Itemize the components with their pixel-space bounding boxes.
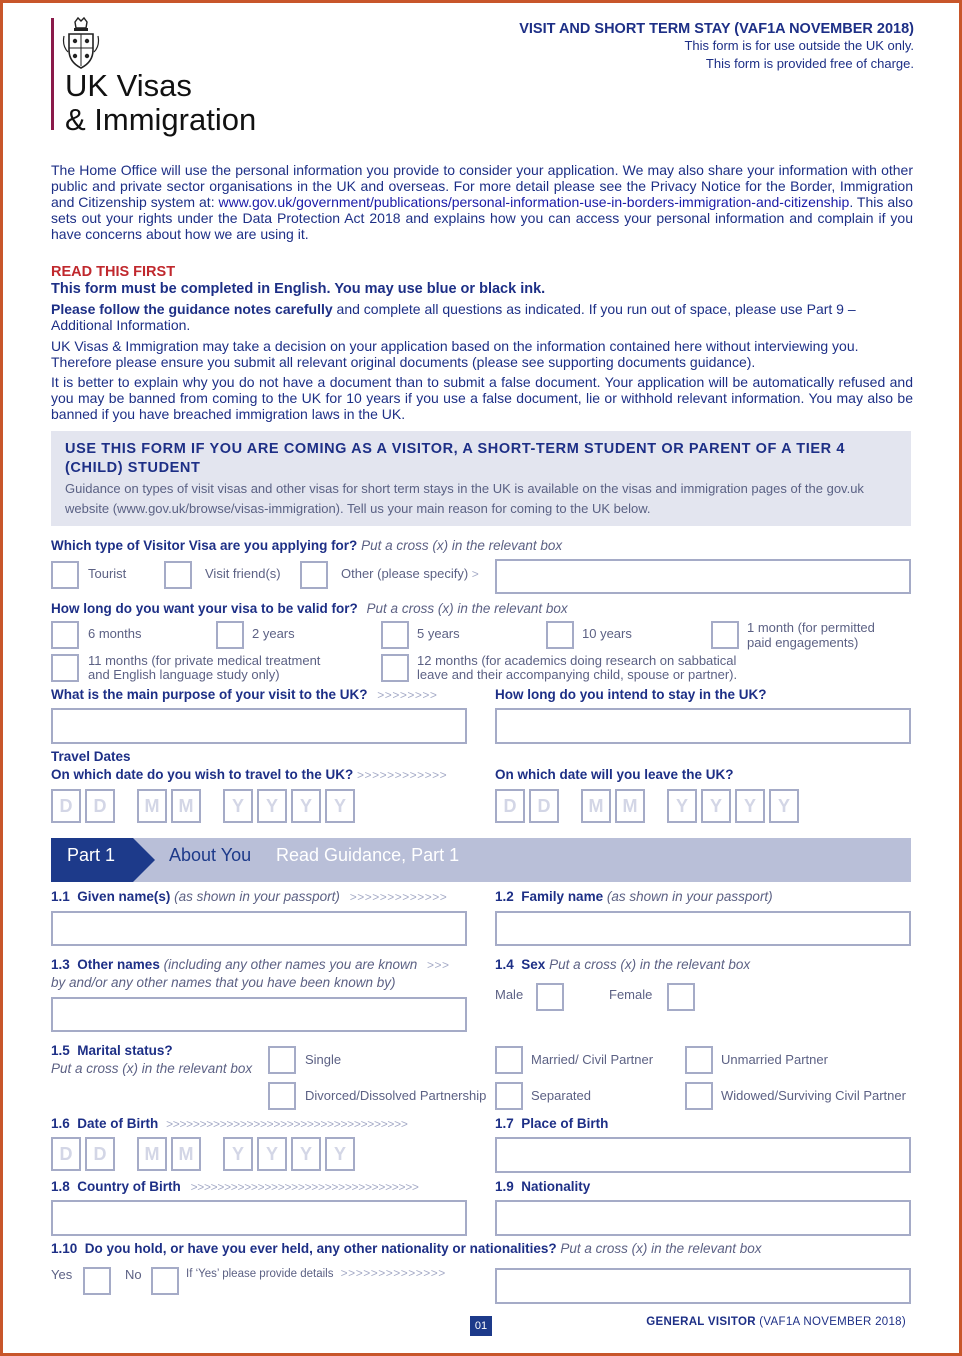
q1-10-hint: Put a cross (x) in the relevant box <box>560 1241 762 1256</box>
visa-type-hint: Put a cross (x) in the relevant box <box>361 538 563 553</box>
notice-box <box>51 431 911 526</box>
travel-date-question <box>51 767 447 782</box>
place-of-birth-field[interactable] <box>495 1137 911 1173</box>
q1-8-label <box>51 1179 419 1194</box>
checkbox-separated[interactable] <box>495 1082 523 1110</box>
checkbox-11-months[interactable] <box>51 654 79 682</box>
checkbox-5-years[interactable] <box>381 621 409 649</box>
other-nationality-details-field[interactable] <box>495 1268 911 1304</box>
dob-month-2[interactable]: M <box>171 1137 201 1171</box>
q1-10-num: 1.10 <box>51 1241 78 1256</box>
travel-year-2[interactable]: Y <box>257 789 287 823</box>
checkbox-yes[interactable] <box>83 1267 111 1295</box>
dob-day-1[interactable]: D <box>51 1137 81 1171</box>
read-first-heading: READ THIS FIRST <box>51 264 176 280</box>
form-title: VISIT AND SHORT TERM STAY (VAF1A NOVEMBER 2018) <box>519 21 914 37</box>
leave-year-3[interactable]: Y <box>735 789 765 823</box>
dob-year-3[interactable]: Y <box>291 1137 321 1171</box>
given-names-field[interactable] <box>51 911 467 946</box>
privacy-link[interactable]: www.gov.uk/government/publications/personal-information-use-in-borders-immigration-and-citizenship <box>218 194 850 210</box>
stay-question: How long do you intend to stay in the UK? <box>495 687 767 702</box>
leave-day-1[interactable]: D <box>495 789 525 823</box>
guidance-rest: and complete all questions as indicated. If you run out of space, please use Part 9 – Additional Information. <box>51 301 856 333</box>
guidance-emphasis: Please follow the guidance notes carefully <box>51 301 333 317</box>
purpose-field[interactable] <box>51 708 467 744</box>
label-divorced: Divorced/Dissolved Partnership <box>305 1088 487 1103</box>
label-no: No <box>125 1267 142 1282</box>
q1-1-arrows: >>>>>>>>>>>>> <box>349 890 448 904</box>
q1-5-label <box>51 1043 173 1058</box>
footer-ref <box>646 1316 906 1328</box>
travel-day-2[interactable]: D <box>85 789 115 823</box>
label-1-month-b: paid engagements) <box>747 635 859 650</box>
validity-hint: Put a cross (x) in the relevant box <box>366 601 568 616</box>
leave-year-1[interactable]: Y <box>667 789 697 823</box>
label-female: Female <box>609 987 653 1002</box>
dob-year-1[interactable]: Y <box>223 1137 253 1171</box>
details-text: If ‘Yes’ please provide details <box>186 1268 334 1280</box>
label-single: Single <box>305 1052 342 1067</box>
form-subtitle-1: This form is for use outside the UK only. <box>684 38 914 53</box>
label-10-years: 10 years <box>582 626 632 641</box>
label-widowed: Widowed/Surviving Civil Partner <box>721 1088 906 1103</box>
q1-9-label <box>495 1179 590 1194</box>
travel-year-3[interactable]: Y <box>291 789 321 823</box>
label-male: Male <box>495 987 524 1002</box>
read-first-line2 <box>51 301 913 333</box>
q1-1-label <box>51 889 447 904</box>
label-11-months-a: 11 months (for private medical treatment <box>88 653 321 668</box>
q1-2-label <box>495 889 773 904</box>
checkbox-10-years[interactable] <box>546 621 574 649</box>
travel-date-arrows: >>>>>>>>>>>> <box>357 768 448 782</box>
privacy-text-a: The Home Office will use the personal information you provide to consider your application. We may also share your information with other public and private sector organisations in the UK and overseas. For more detail please see the Privacy Notice for the Border, Immigration and Citizenship system at: <box>51 162 913 210</box>
label-5-years: 5 years <box>417 626 460 641</box>
stay-duration-field[interactable] <box>495 708 911 744</box>
q1-1-text: Given name(s) <box>77 889 171 904</box>
read-first-para4: It is better to explain why you do not have a document than to submit a false document. Your application will be automatically refused and you may be banned from coming to the UK for 10 years if you use a false document, lie or withhold relevant information. You may also be banned if you have breached immigration laws in the UK. <box>51 374 913 422</box>
label-6-months: 6 months <box>88 626 142 641</box>
q1-5-text: Marital status? <box>77 1043 173 1058</box>
leave-year-2[interactable]: Y <box>701 789 731 823</box>
form-subtitle-2: This form is provided free of charge. <box>705 56 914 71</box>
checkbox-single[interactable] <box>268 1046 296 1074</box>
q1-5-num: 1.5 <box>51 1043 70 1058</box>
family-name-field[interactable] <box>495 911 911 946</box>
q1-10-label <box>51 1241 761 1256</box>
purpose-label: What is the main purpose of your visit to the UK? <box>51 687 368 702</box>
label-separated: Separated <box>531 1088 591 1103</box>
q1-8-text: Country of Birth <box>77 1179 181 1194</box>
dob-day-2[interactable]: D <box>85 1137 115 1171</box>
travel-month-2[interactable]: M <box>171 789 201 823</box>
org-name-line2: & Immigration <box>65 102 257 137</box>
validity-label: How long do you want your visa to be valid for? <box>51 601 358 616</box>
checkbox-tourist[interactable] <box>51 561 79 589</box>
footer-ref-rest: (VAF1A NOVEMBER 2018) <box>755 1316 906 1328</box>
part1-title: About You <box>169 845 252 865</box>
travel-date-label: On which date do you wish to travel to the UK? <box>51 767 354 782</box>
q1-4-hint: Put a cross (x) in the relevant box <box>549 957 751 972</box>
q1-4-text: Sex <box>521 957 546 972</box>
nationality-field[interactable] <box>495 1200 911 1236</box>
validity-question <box>51 601 568 616</box>
privacy-text-b: . This also sets out your rights under the Data Protection Act 2018 and explains how you can access your personal information and complain if you have concerns about how we are using it. <box>51 194 914 242</box>
q1-3-text: Other names <box>77 957 160 972</box>
checkbox-divorced[interactable] <box>268 1082 296 1110</box>
checkbox-other[interactable] <box>300 561 328 589</box>
other-names-field[interactable] <box>51 997 467 1032</box>
q1-7-text: Place of Birth <box>521 1116 609 1131</box>
q1-7-label <box>495 1116 608 1131</box>
details-arrows: >>>>>>>>>>>>>> <box>340 1266 446 1280</box>
q1-9-text: Nationality <box>521 1179 591 1194</box>
q1-7-num: 1.7 <box>495 1116 514 1131</box>
checkbox-2-years[interactable] <box>216 621 244 649</box>
checkbox-female[interactable] <box>667 983 695 1011</box>
visa-type-label: Which type of Visitor Visa are you applying for? <box>51 538 358 553</box>
label-visit-friends: Visit friend(s) <box>205 566 281 581</box>
notice-body: Guidance on types of visit visas and other visas for short term stays in the UK is available on the visas and immigration pages of the gov.uk website (www.gov.uk/browse/visas-immigration). Tell us your main reason for coming to the UK below. <box>65 481 864 516</box>
q1-4-num: 1.4 <box>495 957 514 972</box>
q1-3-num: 1.3 <box>51 957 70 972</box>
q1-6-arrows: >>>>>>>>>>>>>>>>>>>>>>>>>>>>>>>>>>>> <box>166 1117 408 1131</box>
checkbox-unmarried[interactable] <box>685 1046 713 1074</box>
details-prompt <box>186 1266 446 1280</box>
purpose-question <box>51 687 437 702</box>
privacy-notice <box>51 162 913 242</box>
label-12-months-b: leave and their accompanying child, spouse or partner). <box>417 667 738 682</box>
royal-crest-icon <box>62 16 100 70</box>
label-married: Married/ Civil Partner <box>531 1052 654 1067</box>
checkbox-widowed[interactable] <box>685 1082 713 1110</box>
leave-day-2[interactable]: D <box>529 789 559 823</box>
q1-2-text: Family name <box>521 889 604 904</box>
checkbox-1-month[interactable] <box>711 621 739 649</box>
dob-year-4[interactable]: Y <box>325 1137 355 1171</box>
page-number: 01 <box>470 1316 492 1336</box>
dob-year-2[interactable]: Y <box>257 1137 287 1171</box>
footer-ref-bold: GENERAL VISITOR <box>646 1316 756 1328</box>
q1-3-arrows: >>> <box>427 958 450 972</box>
notice-title: USE THIS FORM IF YOU ARE COMING AS A VISITOR, A SHORT-TERM STUDENT OR PARENT OF A TIER 4 (CHILD) STUDENT <box>65 441 845 476</box>
label-tourist: Tourist <box>88 566 127 581</box>
checkbox-visit-friends[interactable] <box>164 561 192 589</box>
checkbox-6-months[interactable] <box>51 621 79 649</box>
dob-month-1[interactable]: M <box>137 1137 167 1171</box>
travel-dates-heading: Travel Dates <box>51 749 131 764</box>
checkbox-12-months[interactable] <box>381 654 409 682</box>
q1-6-num: 1.6 <box>51 1116 70 1131</box>
checkbox-married[interactable] <box>495 1046 523 1074</box>
q1-3-hint1: (including any other names you are known <box>163 957 418 972</box>
other-arrow: > <box>471 567 480 581</box>
other-specify-field[interactable] <box>495 559 911 594</box>
read-first-line1: This form must be completed in English. You may use blue or black ink. <box>51 281 546 297</box>
q1-8-num: 1.8 <box>51 1179 70 1194</box>
label-other <box>341 566 479 581</box>
travel-year-4[interactable]: Y <box>325 789 355 823</box>
label-11-months-b: and English language study only) <box>88 667 280 682</box>
q1-10-text: Do you hold, or have you ever held, any other nationality or nationalities? <box>84 1241 557 1256</box>
travel-year-1[interactable]: Y <box>223 789 253 823</box>
label-yes: Yes <box>51 1267 73 1282</box>
part1-label: Part 1 <box>67 845 116 865</box>
label-unmarried: Unmarried Partner <box>721 1052 828 1067</box>
label-12-months-a: 12 months (for academics doing research on sabbatical <box>417 653 737 668</box>
label-other-text: Other (please specify) <box>341 566 469 581</box>
q1-1-num: 1.1 <box>51 889 70 904</box>
label-2-years: 2 years <box>252 626 295 641</box>
q1-6-label <box>51 1116 408 1131</box>
read-first-para3: UK Visas & Immigration may take a decision on your application based on the information contained here without interviewing you. Therefore please ensure you submit all relevant original documents (please see supporting documents guidance). <box>51 338 859 370</box>
leave-month-1[interactable]: M <box>581 789 611 823</box>
leave-month-2[interactable]: M <box>615 789 645 823</box>
q1-4-label <box>495 957 750 972</box>
q1-2-num: 1.2 <box>495 889 514 904</box>
country-of-birth-field[interactable] <box>51 1200 467 1236</box>
org-name-line1: UK Visas <box>65 68 192 103</box>
q1-8-arrows: >>>>>>>>>>>>>>>>>>>>>>>>>>>>>>>>>> <box>190 1180 419 1194</box>
q1-9-num: 1.9 <box>495 1179 514 1194</box>
travel-day-1[interactable]: D <box>51 789 81 823</box>
brand-bar <box>51 18 54 130</box>
q1-3-hint2: by and/or any other names that you have been known by) <box>51 975 396 990</box>
q1-1-hint: (as shown in your passport) <box>174 889 340 904</box>
checkbox-no[interactable] <box>151 1267 179 1295</box>
q1-2-hint: (as shown in your passport) <box>606 889 773 904</box>
q1-5-hint: Put a cross (x) in the relevant box <box>51 1061 253 1076</box>
q1-6-text: Date of Birth <box>77 1116 159 1131</box>
checkbox-male[interactable] <box>536 983 564 1011</box>
label-1-month-a: 1 month (for permitted <box>747 620 875 635</box>
leave-date-question: On which date will you leave the UK? <box>495 767 734 782</box>
leave-year-4[interactable]: Y <box>769 789 799 823</box>
q1-3-label <box>51 957 450 972</box>
travel-month-1[interactable]: M <box>137 789 167 823</box>
part1-guidance: Read Guidance, Part 1 <box>276 845 460 865</box>
visa-type-question <box>51 538 562 553</box>
purpose-arrows: >>>>>>>> <box>377 688 438 702</box>
